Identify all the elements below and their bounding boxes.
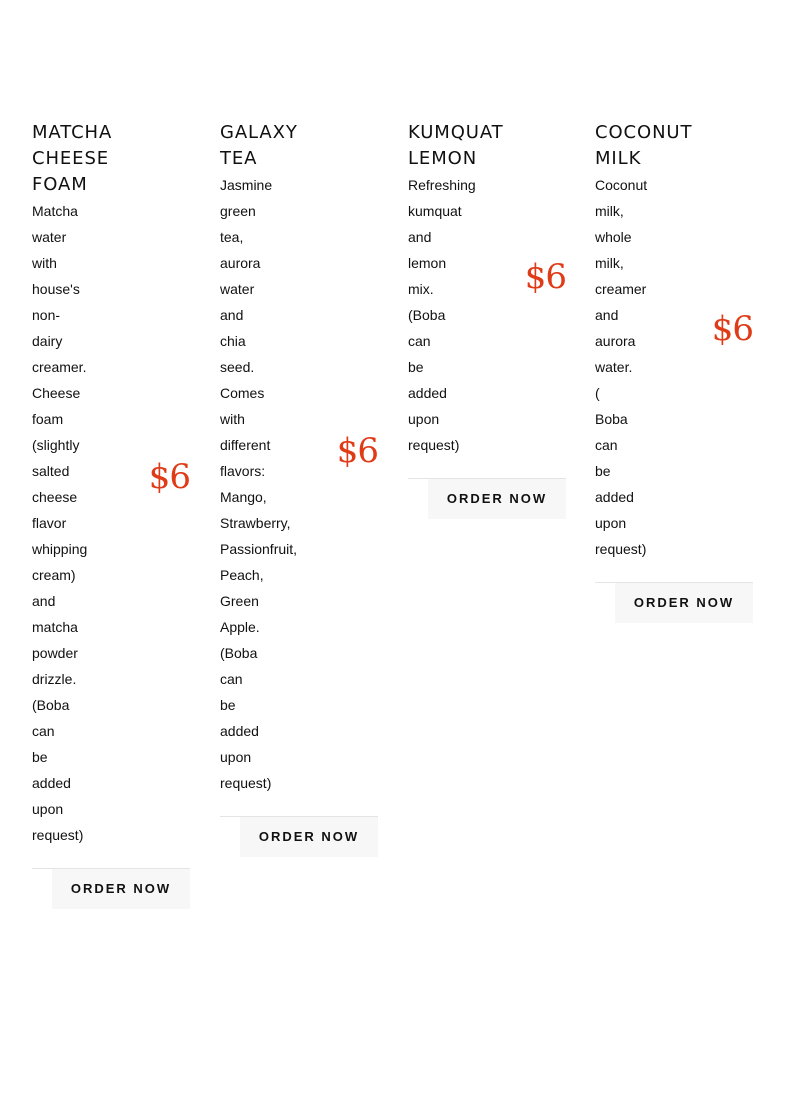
item-price: $6 xyxy=(336,431,378,471)
menu-item-coconut-milk xyxy=(595,120,753,623)
item-body xyxy=(220,172,378,796)
item-description: Coconut milk, whole milk, creamer and aurora water. ( Boba can be added upon request) xyxy=(595,177,648,557)
menu-item-galaxy-tea xyxy=(220,120,378,857)
item-price: $6 xyxy=(524,257,566,297)
item-price: $6 xyxy=(711,309,753,349)
item-description: Jasmine green tea, aurora water and chia seed. Comes with different flavors: Mango, Strawberry, Passionfruit, Peach, Green Apple. (Boba can be added upon request) xyxy=(220,177,298,791)
item-title: COCONUT MILK xyxy=(595,122,693,169)
menu-item-matcha-cheese-foam xyxy=(32,120,190,909)
item-body xyxy=(32,198,190,848)
order-now-button[interactable]: ORDER NOW xyxy=(615,583,753,623)
item-body xyxy=(408,172,566,458)
order-now-button[interactable]: ORDER NOW xyxy=(52,869,190,909)
item-price: $6 xyxy=(148,457,190,497)
item-body xyxy=(595,172,753,562)
item-description: Matcha water with house's non- dairy creamer. Cheese foam (slightly salted cheese flavor whipping cream) and matcha powder drizzle. (Boba can be added upon request) xyxy=(32,203,88,843)
order-now-button[interactable]: ORDER NOW xyxy=(240,817,378,857)
item-title: KUMQUAT LEMON xyxy=(408,122,504,169)
order-now-button[interactable]: ORDER NOW xyxy=(428,479,566,519)
item-title: GALAXY TEA xyxy=(220,122,298,169)
menu-item-kumquat-lemon xyxy=(408,120,566,519)
item-description: Refreshing kumquat and lemon mix. (Boba can be added upon request) xyxy=(408,177,476,453)
item-title: MATCHA CHEESE FOAM xyxy=(32,122,113,195)
